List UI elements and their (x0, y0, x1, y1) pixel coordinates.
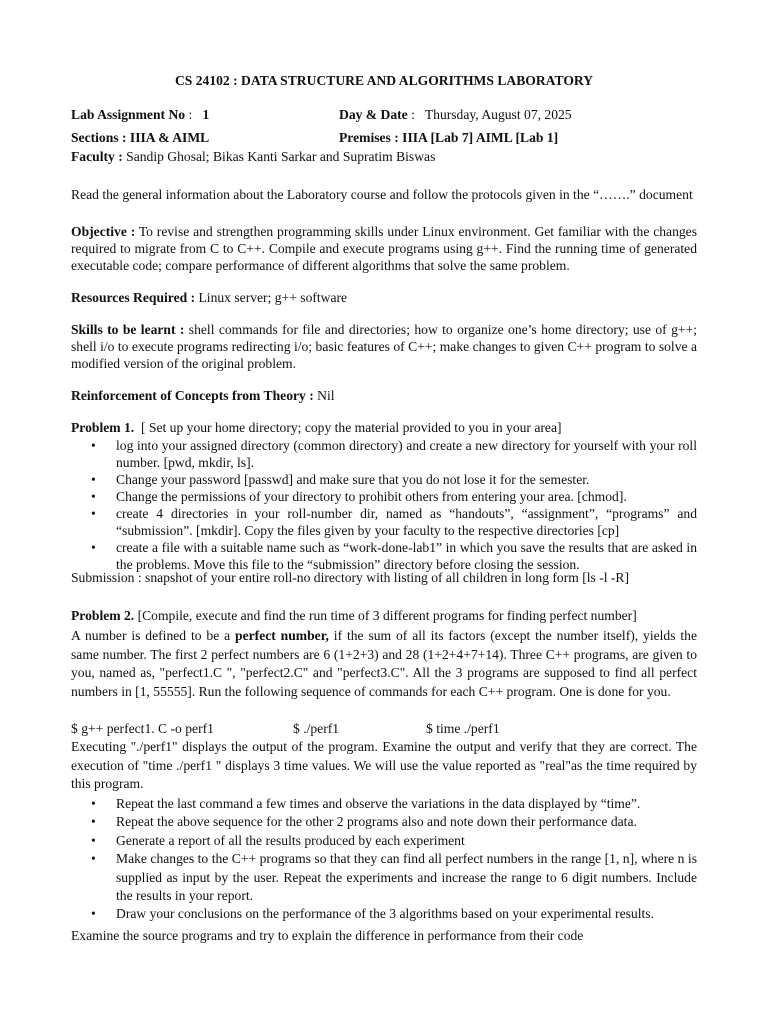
list-item: • Draw your conclusions on the performance of the 3 algorithms based on your experimental results. (71, 905, 697, 923)
intro-paragraph: Read the general information about the Laboratory course and follow the protocols given in the “…….” document (71, 187, 693, 202)
resources-label: Resources Required : (71, 290, 196, 305)
lab-assignment-label: Lab Assignment No : 1 (71, 107, 210, 122)
time-command: $ time ./perf1 (426, 721, 500, 736)
sections-label: Sections : IIIA & AIML (71, 130, 210, 145)
problem2-list (71, 795, 697, 924)
problem1-label: Problem 1. (71, 420, 135, 435)
lab-assignment-row (71, 106, 697, 123)
sections-row (71, 129, 697, 146)
day-date: Day & Date : Thursday, August 07, 2025 (339, 107, 572, 122)
reinforcement-label: Reinforcement of Concepts from Theory : (71, 388, 314, 403)
list-item: • create a file with a suitable name such as “work-done-lab1” in which you save the results that are asked in the problems. Move this file to the “submission” directory before closing the session. (71, 539, 697, 573)
problem2-paragraph2: Executing "./perf1" displays the output of the program. Examine the output and verify that they are correct. The execution of "time ./perf1 " displays 3 time values. We will use the value reported as "real"as the time required by this program. (71, 739, 697, 792)
problem1-heading (71, 419, 697, 436)
skills-text: shell commands for file and directories; how to organize one’s home directory; use of g++; shell i/o to execute programs redirecting i/o; basic features of C++; make changes to given C++ program to solve a modified version of the original problem. (71, 322, 697, 371)
objective-label: Objective : (71, 224, 136, 239)
problem1-text: [ Set up your home directory; copy the material provided to you in your area] (134, 420, 562, 435)
list-item: • Generate a report of all the results produced by each experiment (71, 832, 697, 850)
faculty-names: Sandip Ghosal; Bikas Kanti Sarkar and Supratim Biswas (122, 149, 436, 164)
skills-label: Skills to be learnt : (71, 322, 185, 337)
skills-paragraph (71, 321, 697, 372)
list-item: • Change your password [passwd] and make sure that you do not lose it for the semester. (71, 471, 697, 488)
list-item: • create 4 directories in your roll-number dir, named as “handouts”, “assignment”, “programs” and “submission”. [mkdir]. Copy the files given by your faculty to the respective directories [cp] (71, 505, 697, 539)
resources-text: Linux server; g++ software (195, 290, 348, 305)
list-item: • Make changes to the C++ programs so that they can find all perfect numbers in the range [1, n], where n is supplied as input by the user. Repeat the experiments and increase the range to 6 digit numbers. Include the results in your report. (71, 850, 697, 905)
premises-label: Premises : IIIA [Lab 7] AIML [Lab 1] (339, 130, 559, 145)
reinforcement-paragraph (71, 387, 697, 404)
reinforcement-text: Nil (313, 388, 335, 403)
document-title: CS 24102 : DATA STRUCTURE AND ALGORITHMS LABORATORY (174, 73, 594, 88)
problem2-label: Problem 2. (71, 608, 135, 623)
run-command: $ ./perf1 (293, 721, 340, 736)
list-item: • Change the permissions of your directory to prohibit others from entering your area. [chmod]. (71, 488, 697, 505)
objective-text: To revise and strengthen programming skills under Linux environment. Get familiar with the changes required to migrate from C to C++. Compile and execute programs using g++. Find the running time of generated executable code; compare performance of different algorithms that solve the same problem. (71, 224, 697, 273)
problem1-submission: Submission : snapshot of your entire roll-no directory with listing of all children in long form [ls -l -R] (71, 570, 630, 585)
problem2-heading (71, 607, 697, 624)
resources-paragraph (71, 289, 697, 306)
perfect-number-term: perfect number, (235, 628, 329, 643)
problem2-text: [Compile, execute and find the run time of 3 different programs for finding perfect number] (134, 608, 637, 623)
list-item: • Repeat the above sequence for the other 2 programs also and note down their performance data. (71, 813, 697, 831)
problem2-closing: Examine the source programs and try to explain the difference in performance from their code (71, 928, 584, 943)
objective-paragraph (71, 223, 697, 274)
list-item: • Repeat the last command a few times and observe the variations in the data displayed by “time”. (71, 795, 697, 813)
faculty-row (71, 148, 697, 165)
list-item: • log into your assigned directory (common directory) and create a new directory for yourself with your roll number. [pwd, mkdir, ls]. (71, 437, 697, 471)
faculty-label: Faculty : (71, 149, 123, 164)
problem2-paragraph1: A number is defined to be a perfect number, if the sum of all its factors (except the number itself), yields the same number. The first 2 perfect numbers are 6 (1+2+3) and 28 (1+2+4+7+14). Three C++ programs, are given to you, named as, "perfect1.C ", "perfect2.C" and "perfect3.C". All the 3 programs are supposed to find all perfect numbers in [1, 55555]. Run the following sequence of commands for each C++ program. One is done for you. (71, 628, 697, 699)
problem1-list (71, 437, 697, 573)
compile-command: $ g++ perfect1. C -o perf1 (71, 721, 214, 736)
